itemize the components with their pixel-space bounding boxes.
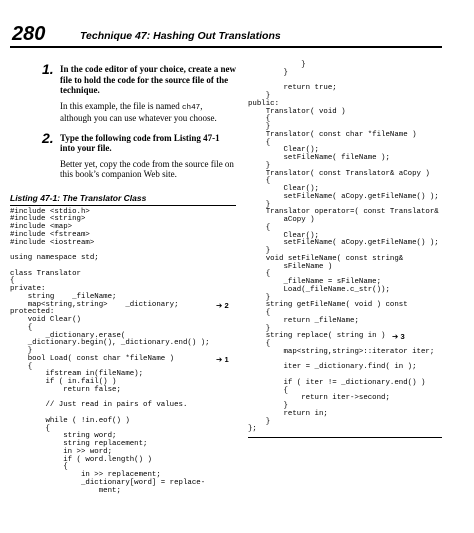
code-text: #include <map> <box>10 223 73 231</box>
code-text: while ( !in.eof() ) <box>10 416 130 425</box>
code-text: Load(_fileName.c_str()); <box>248 285 390 294</box>
code-text: aCopy ) <box>248 216 315 224</box>
code-text: setFileName( aCopy.getFileName() ); <box>248 239 439 248</box>
code-text: string word; <box>10 432 117 441</box>
code-line <box>248 426 442 434</box>
code-text: } <box>248 68 288 77</box>
code-line <box>248 155 442 163</box>
step-body-text: In this example, the file is named <box>60 100 182 111</box>
code-text: { <box>248 177 271 186</box>
inline-filename: ch47 <box>181 103 201 112</box>
code-text: #include <string> <box>10 215 86 224</box>
listing-rule <box>10 205 236 206</box>
running-title: Technique 47: Hashing Out Translations <box>80 30 281 42</box>
code-text: { <box>248 309 271 317</box>
code-line <box>10 240 236 248</box>
code-text: #include <iostream> <box>10 238 95 247</box>
step-number: 1. <box>42 61 54 77</box>
code-text: in >> word; <box>10 447 113 456</box>
code-text: in >> replacement; <box>10 471 161 479</box>
code-text: { <box>248 340 271 348</box>
page-number: 280 <box>12 23 46 45</box>
code-text: ment; <box>10 486 121 495</box>
code-text: } <box>248 247 271 255</box>
step-number: 2. <box>42 129 54 146</box>
code-text: } <box>248 92 271 100</box>
code-text: _dictionary.erase( <box>10 331 126 340</box>
code-text: { <box>248 386 288 395</box>
code-text: Clear(); <box>248 146 319 155</box>
code-text: } <box>248 324 271 333</box>
step-2 <box>10 129 236 180</box>
code-line <box>248 109 442 117</box>
code-text: { <box>10 424 50 433</box>
code-text: } <box>248 200 271 209</box>
code-line <box>248 116 442 124</box>
code-text: Translator( void ) <box>248 107 346 116</box>
code-line <box>10 317 236 325</box>
code-text: { <box>248 138 271 147</box>
code-line <box>248 349 442 357</box>
code-text: Translator operator=( const Translator& <box>248 208 439 217</box>
code-text: if ( word.length() ) <box>10 455 152 464</box>
code-text: { <box>248 115 271 124</box>
code-line <box>248 287 442 295</box>
code-line <box>10 271 236 279</box>
code-text: _dictionary.begin(), _dictionary.end() ); <box>10 339 210 348</box>
code-text: map<string,string> _dictionary; <box>10 300 179 309</box>
code-line <box>248 318 442 326</box>
code-line <box>10 402 236 410</box>
code-line <box>248 85 442 93</box>
step-body: Better yet, copy the code from the source file on this book’s companion Web site. <box>60 158 234 179</box>
callout-marker: ➔ 1 <box>216 354 229 364</box>
code-line <box>10 356 236 364</box>
code-text: Clear(); <box>248 231 319 240</box>
header-rule <box>10 46 442 48</box>
code-line <box>248 364 442 372</box>
code-text: protected: <box>10 308 55 317</box>
code-text: class Translator <box>10 269 81 278</box>
step-body-text: , although you can use whatever you choose. <box>60 100 217 123</box>
code-text: if ( in.fail() ) <box>10 378 117 386</box>
code-text: sFileName ) <box>248 262 333 271</box>
code-text: void Clear() <box>10 316 81 324</box>
code-text: return _fileName; <box>248 316 359 325</box>
code-line <box>10 255 236 263</box>
code-text: ifstream in(fileName); <box>10 370 144 379</box>
code-line <box>248 333 442 341</box>
code-line <box>10 387 236 395</box>
code-text: } <box>248 293 271 302</box>
callout-marker: ➔ 3 <box>392 332 405 342</box>
code-line <box>248 132 442 140</box>
code-line <box>248 411 442 419</box>
code-text: { <box>248 223 271 232</box>
code-text: private: <box>10 285 46 293</box>
code-text: } <box>248 123 271 131</box>
code-text: return false; <box>10 385 121 394</box>
code-text: #include <stdio.h> <box>10 207 90 216</box>
step-1 <box>10 61 236 124</box>
code-text: void setFileName( const string& <box>248 254 404 263</box>
code-listing-left <box>10 209 236 496</box>
code-text: Translator( const char *fileName ) <box>248 130 417 139</box>
code-text: public: <box>248 99 280 108</box>
code-text: return iter->second; <box>248 394 390 403</box>
code-text: return true; <box>248 84 337 93</box>
right-column <box>248 56 442 438</box>
code-line <box>248 264 442 272</box>
listing-title: Listing 47-1: The Translator Class <box>10 192 147 203</box>
code-text: _fileName = sFileName; <box>248 278 382 286</box>
left-column <box>10 56 236 495</box>
code-text: string _fileName; <box>10 292 117 301</box>
code-text: string replace( string in ) <box>248 332 386 341</box>
code-text: { <box>248 270 271 279</box>
code-text: } <box>248 402 288 410</box>
code-text: _dictionary[word] = replace- <box>10 478 206 487</box>
code-line <box>248 70 442 78</box>
code-text: map<string,string>::iterator iter; <box>248 347 435 356</box>
step-body <box>60 101 236 124</box>
code-text: // Just read in pairs of values. <box>10 401 188 410</box>
code-text: } <box>248 161 271 170</box>
code-line <box>10 340 236 348</box>
code-text: Clear(); <box>248 185 319 193</box>
code-text: { <box>10 277 15 286</box>
code-text: string getFileName( void ) const <box>248 301 408 310</box>
code-text: #include <fstream> <box>10 230 90 239</box>
code-line <box>248 240 442 248</box>
step-title: Type the following code from Listing 47-1 into your file. <box>60 132 220 153</box>
code-text: bool Load( const char *fileName ) <box>10 354 175 363</box>
code-line <box>248 419 442 427</box>
code-text: using namespace std; <box>10 254 99 262</box>
code-text: { <box>10 463 68 472</box>
code-line <box>248 217 442 225</box>
code-text: if ( iter != _dictionary.end() ) <box>248 378 426 387</box>
listing-end-rule <box>248 437 442 438</box>
callout-marker: ➔ 2 <box>216 300 229 310</box>
code-text: } <box>248 61 306 69</box>
code-listing-right <box>248 62 442 434</box>
code-text: }; <box>248 425 257 434</box>
step-title: In the code editor of your choice, create a new file to hold the code for the source file of the technique. <box>60 64 236 95</box>
code-line <box>248 194 442 202</box>
code-text: { <box>10 323 33 332</box>
code-line <box>248 302 442 310</box>
code-text: string replacement; <box>10 440 148 448</box>
code-text: } <box>248 417 271 426</box>
code-text: iter = _dictionary.find( in ); <box>248 363 417 372</box>
code-line <box>248 171 442 179</box>
code-text: Translator( const Translator& aCopy ) <box>248 169 430 178</box>
code-line <box>10 488 236 496</box>
code-text: } <box>10 347 33 355</box>
code-text: return in; <box>248 409 328 418</box>
code-text: { <box>10 362 33 371</box>
code-text: setFileName( fileName ); <box>248 154 390 162</box>
code-text: setFileName( aCopy.getFileName() ); <box>248 192 439 201</box>
